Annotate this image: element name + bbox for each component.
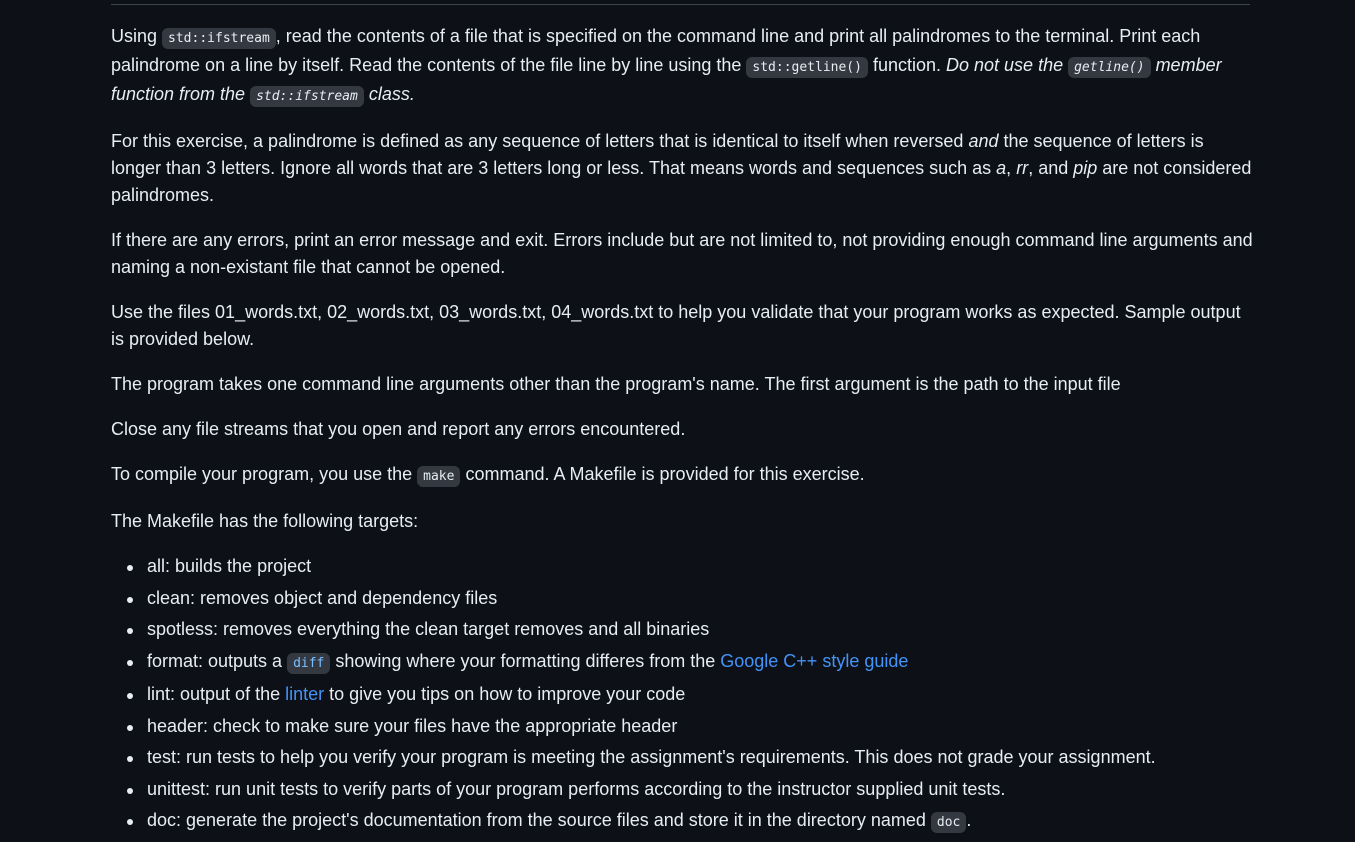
list-item-spotless — [147, 616, 1256, 643]
google-style-guide-link[interactable]: Google C++ style guide — [720, 650, 909, 671]
emphasis-example-a: a — [996, 158, 1007, 178]
makefile-targets-heading: The Makefile has the following targets: — [111, 511, 419, 531]
text-segment: showing where your formatting differes from the — [330, 650, 721, 671]
inline-code-ifstream: std::ifstream — [162, 28, 276, 49]
text-segment: Using — [111, 26, 163, 46]
text-segment: function. — [867, 55, 947, 75]
bullet-icon — [127, 660, 133, 666]
bullet-icon — [127, 628, 133, 634]
sample-files-paragraph: Use the files 01_words.txt, 02_words.txt, 03_words.txt, 04_words.txt to help you validate that your program works as expected. Sample output is provided below. — [111, 302, 1241, 349]
bullet-icon — [127, 756, 133, 762]
horizontal-rule — [111, 4, 1250, 5]
inline-code-make: make — [417, 466, 460, 487]
list-item-header — [147, 713, 1256, 740]
inline-code-diff: diff — [287, 653, 330, 674]
text-segment: format: outputs a — [147, 650, 288, 671]
text-segment: class. — [363, 84, 415, 104]
emphasis-example-pip: pip — [1073, 158, 1098, 178]
text-segment: . — [966, 810, 972, 830]
list-item-text: spotless: removes everything the clean target removes and all binaries — [147, 619, 710, 639]
inline-code-ifstream-class: std::ifstream — [250, 86, 364, 107]
inline-code-getline-member: getline() — [1068, 57, 1150, 78]
text-segment: doc: generate the project's documentation from the source files and store it in the directory named — [147, 810, 931, 830]
bullet-icon — [127, 788, 133, 794]
emphasis-and: and — [968, 131, 999, 151]
text-segment: lint: output of the — [147, 684, 286, 704]
compile-paragraph — [111, 461, 1256, 490]
arguments-paragraph: The program takes one command line arguments other than the program's name. The first argument is the path to the input file — [111, 374, 1121, 394]
text-segment: , read the contents of a file that is specified on the command line and print all palindromes to the terminal. Print each palindrome on a line by itself. Read the contents of the file line by line using the — [111, 26, 1201, 75]
emphasis-example-rr: rr — [1016, 158, 1029, 178]
text-segment: For this exercise, a palindrome is defined as any sequence of letters that is identical to itself when reversed — [111, 131, 969, 151]
text-segment: , and — [1028, 158, 1074, 178]
list-item-text: all: builds the project — [147, 556, 312, 576]
text-segment: To compile your program, you use the — [111, 464, 418, 484]
linter-link[interactable]: linter — [285, 684, 325, 704]
text-segment: the sequence of letters is longer than 3 letters. Ignore all words that are 3 letters long or less. That means words and sequences such as — [111, 131, 1204, 178]
list-item-clean — [147, 585, 1256, 612]
list-item-all — [147, 553, 1256, 580]
list-item-lint — [147, 681, 1256, 708]
markdown-body — [111, 23, 1256, 841]
bullet-icon — [127, 725, 133, 731]
list-item-text: clean: removes object and dependency files — [147, 587, 498, 608]
bullet-icon — [127, 819, 133, 825]
list-item-format — [147, 648, 1256, 677]
inline-code-getline: std::getline() — [746, 57, 868, 78]
list-item-text: header: check to make sure your files have the appropriate header — [147, 715, 678, 736]
text-segment: command. A Makefile is provided for this exercise. — [460, 464, 865, 484]
list-item-test — [147, 744, 1256, 771]
list-item-text: unittest: run unit tests to verify parts of your program performs according to the instructor supplied unit tests. — [147, 778, 1006, 799]
text-segment: are not considered palindromes. — [111, 158, 1252, 205]
errors-paragraph: If there are any errors, print an error message and exit. Errors include but are not limited to, not providing enough command line arguments and naming a non-existant file that cannot be opened. — [111, 230, 1253, 277]
bullet-icon — [127, 597, 133, 603]
text-segment: to give you tips on how to improve your code — [324, 684, 686, 704]
list-item-unittest — [147, 776, 1256, 803]
bullet-icon — [127, 565, 133, 571]
palindrome-definition-paragraph — [111, 128, 1256, 209]
text-segment: , — [1006, 158, 1017, 178]
bullet-icon — [127, 693, 133, 699]
text-segment: member function from the — [111, 55, 1222, 104]
list-item-doc — [147, 807, 1256, 836]
intro-paragraph — [111, 23, 1256, 110]
makefile-targets-list — [111, 553, 1256, 836]
file-streams-paragraph: Close any file streams that you open and report any errors encountered. — [111, 419, 686, 439]
list-item-text: test: run tests to help you verify your program is meeting the assignment's requirements. This does not grade your assignment. — [147, 747, 1156, 767]
text-segment: Do not use the — [946, 55, 1069, 75]
inline-code-doc: doc — [931, 812, 966, 833]
